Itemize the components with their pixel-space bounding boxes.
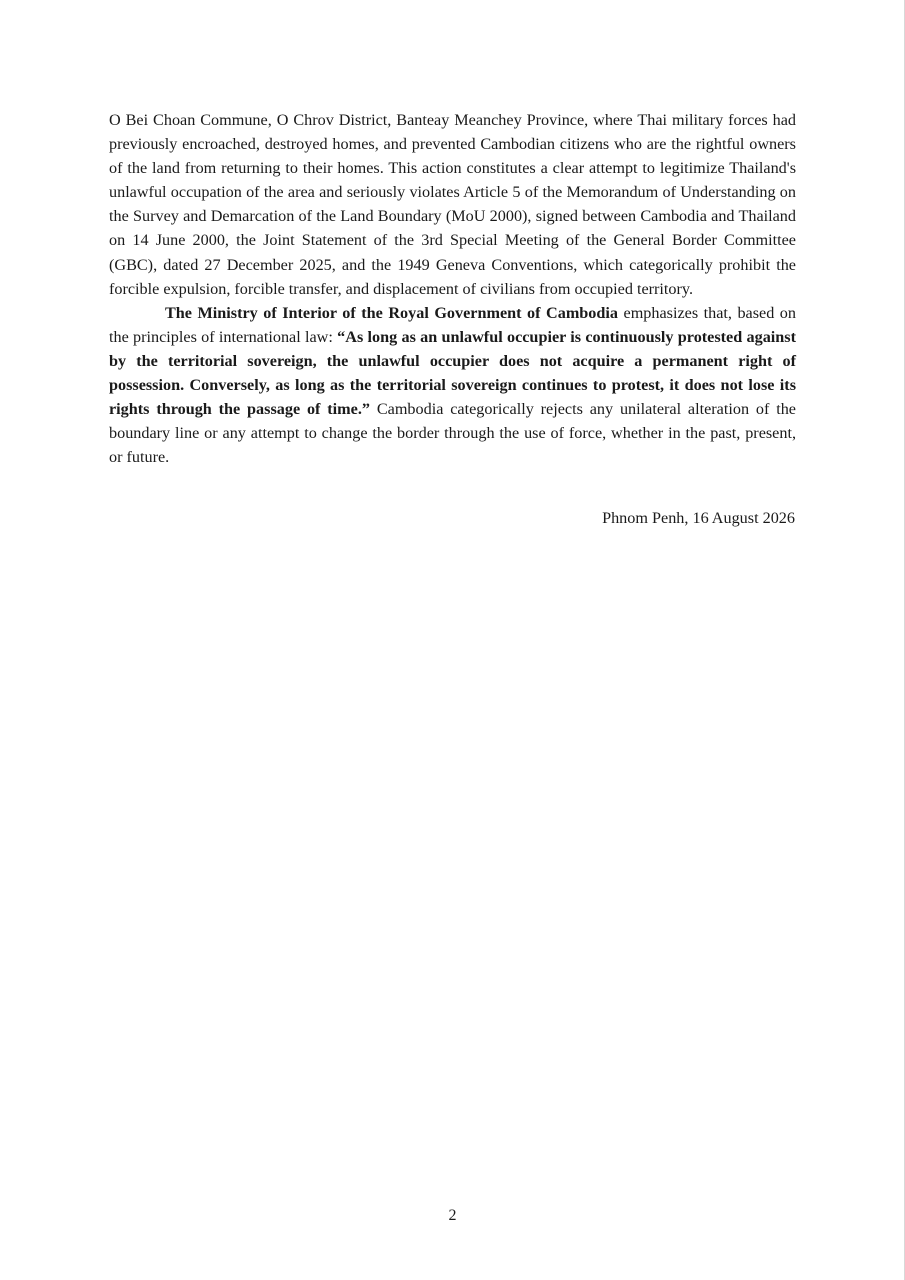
ministry-name: The Ministry of Interior of the Royal Government of Cambodia xyxy=(165,303,618,322)
place-and-date: Phnom Penh, 16 August 2026 xyxy=(602,509,795,527)
paragraph-1: O Bei Choan Commune, O Chrov District, Banteay Meanchey Province, where Thai military forces had previously encroached, destroyed homes, and prevented Cambodian citizens who are the rightful owners of the land from returning to their homes. This action constitutes a clear attempt to legitimize Thailand's unlawful occupation of the area and seriously violates Article 5 of the Memorandum of Understanding on the Survey and Demarcation of the Land Boundary (MoU 2000), signed between Cambodia and Thailand on 14 June 2000, the Joint Statement of the 3rd Special Meeting of the General Border Committee (GBC), dated 27 December 2025, and the 1949 Geneva Conventions, which categorically prohibit the forcible expulsion, forcible transfer, and displacement of civilians from occupied territory. xyxy=(109,111,796,298)
legal-principle-quote: “As long as an unlawful occupier is continuously protested against by the territorial sovereign, the unlawful occupier does not acquire a permanent right of possession. Conversely, as long as the territorial sovereign continues to protest, it does not lose its rights through the passage of time.” xyxy=(109,327,796,419)
paragraph-2-intro: emphasizes that, based on the principles of international law: xyxy=(109,303,796,346)
paragraph-2 xyxy=(109,301,796,470)
document-body xyxy=(109,108,796,469)
paragraph-2-closing: Cambodia categorically rejects any unilateral alteration of the boundary line or any attempt to change the border through the use of force, whether in the past, present, or future. xyxy=(109,400,796,467)
page-number: 2 xyxy=(448,1207,457,1224)
